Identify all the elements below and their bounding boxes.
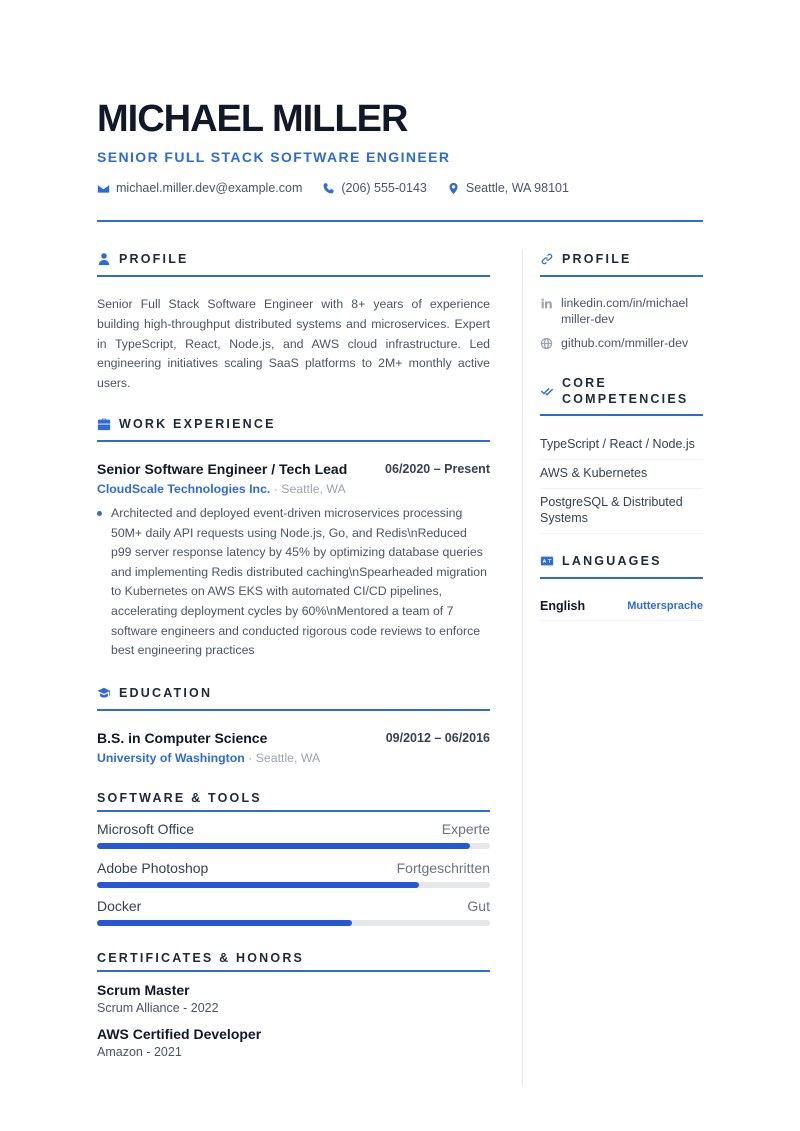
software-level: Experte (441, 821, 490, 837)
certificates-rule (97, 970, 490, 972)
competencies-heading-label: CORE COMPETENCIES (562, 376, 689, 406)
contact-location (447, 181, 569, 195)
linkedin-text: linkedin.com/in/michael miller-dev (561, 296, 689, 326)
column-divider (522, 250, 523, 1085)
job-dates: 06/2020 – Present (385, 462, 490, 476)
briefcase-icon (97, 417, 111, 431)
school-name: University of Washington (97, 751, 245, 765)
job-company-line (97, 482, 346, 496)
map-pin-icon (447, 182, 460, 195)
software-level: Gut (467, 898, 490, 914)
software-name: Adobe Photoshop (97, 860, 209, 876)
user-icon (97, 252, 111, 266)
job-description (97, 504, 490, 661)
profile-heading (97, 252, 189, 266)
certificate-issuer: Amazon - 2021 (97, 1045, 182, 1059)
phone-text: (206) 555-0143 (341, 181, 427, 195)
language-name: English (540, 599, 586, 613)
experience-heading-label: WORK EXPERIENCE (119, 417, 276, 431)
skill-bar-fill (97, 882, 419, 888)
education-dates: 09/2012 – 06/2016 (385, 731, 490, 745)
sidebar-profile-rule (540, 275, 703, 277)
contact-phone[interactable] (322, 181, 426, 195)
languages-rule (540, 577, 703, 579)
envelope-icon (97, 182, 110, 195)
software-heading (97, 791, 262, 805)
skill-bar-fill (97, 843, 470, 849)
software-rule (97, 810, 490, 812)
software-heading-label: SOFTWARE & TOOLS (97, 791, 262, 805)
candidate-title: SENIOR FULL STACK SOFTWARE ENGINEER (97, 149, 451, 165)
competency-item: TypeScript / React / Node.js (540, 436, 703, 460)
certificate-issuer: Scrum Alliance - 2022 (97, 1001, 219, 1015)
link-icon (540, 252, 554, 266)
software-level: Fortgeschritten (396, 860, 490, 876)
degree-title: B.S. in Computer Science (97, 730, 268, 746)
github-text: github.com/mmiller-dev (561, 336, 689, 350)
job-description-text: Architected and deployed event-driven microservices processing 50M+ daily API requests using Node.js, Go, and Redis\nReduced p99 server response latency by 45% by optimizing database queries and implementing Redis distributed caching\nSpearheaded migration to Kubernetes on AWS EKS with automated CI/CD pipelines, accelerating deployment cycles by 60%\nMentored a team of 7 software engineers and conducted rigorous code reviews to enforce best engineering practices (111, 506, 487, 658)
education-heading (97, 686, 212, 700)
company-name: CloudScale Technologies Inc. (97, 482, 271, 496)
contact-row (97, 181, 589, 195)
competency-item: PostgreSQL & Distributed Systems (540, 494, 703, 534)
language-card-icon (540, 554, 554, 568)
phone-icon (322, 182, 335, 195)
job-location: · Seattle, WA (270, 482, 346, 496)
certificates-heading-label: CERTIFICATES & HONORS (97, 951, 305, 965)
school-line (97, 751, 320, 765)
certificates-heading (97, 951, 304, 965)
language-level: Muttersprache (627, 600, 703, 612)
skill-bar-fill (97, 920, 352, 926)
profile-rule (97, 275, 490, 277)
globe-icon (540, 337, 553, 350)
competencies-rule (540, 414, 703, 416)
skill-bar-track (97, 843, 490, 849)
education-rule (97, 709, 490, 711)
competencies-heading (540, 375, 688, 407)
school-location: · Seattle, WA (244, 751, 321, 765)
location-text: Seattle, WA 98101 (465, 181, 569, 195)
job-title: Senior Software Engineer / Tech Lead (97, 461, 348, 477)
competency-item: AWS & Kubernetes (540, 465, 703, 489)
sidebar-profile-heading-label: PROFILE (562, 252, 632, 266)
certificate-name: AWS Certified Developer (97, 1026, 262, 1042)
software-name: Microsoft Office (97, 821, 194, 837)
software-name: Docker (97, 898, 142, 914)
profile-heading-label: PROFILE (119, 252, 189, 266)
languages-heading (540, 554, 662, 568)
graduation-cap-icon (97, 686, 111, 700)
linkedin-icon (540, 297, 553, 310)
double-check-icon (540, 384, 554, 398)
contact-email[interactable] (97, 181, 302, 195)
language-divider (540, 620, 703, 621)
email-text: michael.miller.dev@example.com (116, 181, 303, 195)
experience-rule (97, 440, 490, 442)
skill-bar-track (97, 882, 490, 888)
education-heading-label: EDUCATION (119, 686, 213, 700)
github-link[interactable] (540, 335, 688, 351)
profile-summary: Senior Full Stack Software Engineer with 8+ years of experience building high-throughput distributed systems and microservices. Expert in TypeScript, React, Node.js, and AWS cloud infrastructure. Led engineering initiatives scaling SaaS platforms to 2M+ monthly active users. (97, 297, 490, 391)
experience-heading (97, 417, 276, 431)
linkedin-link[interactable] (540, 295, 688, 327)
candidate-name: MICHAEL MILLER (97, 98, 408, 140)
header-divider (97, 220, 703, 222)
skill-bar-track (97, 920, 490, 926)
sidebar-profile-heading (540, 252, 632, 266)
languages-heading-label: LANGUAGES (562, 554, 662, 568)
bullet-dot (97, 511, 102, 516)
certificate-name: Scrum Master (97, 982, 190, 998)
